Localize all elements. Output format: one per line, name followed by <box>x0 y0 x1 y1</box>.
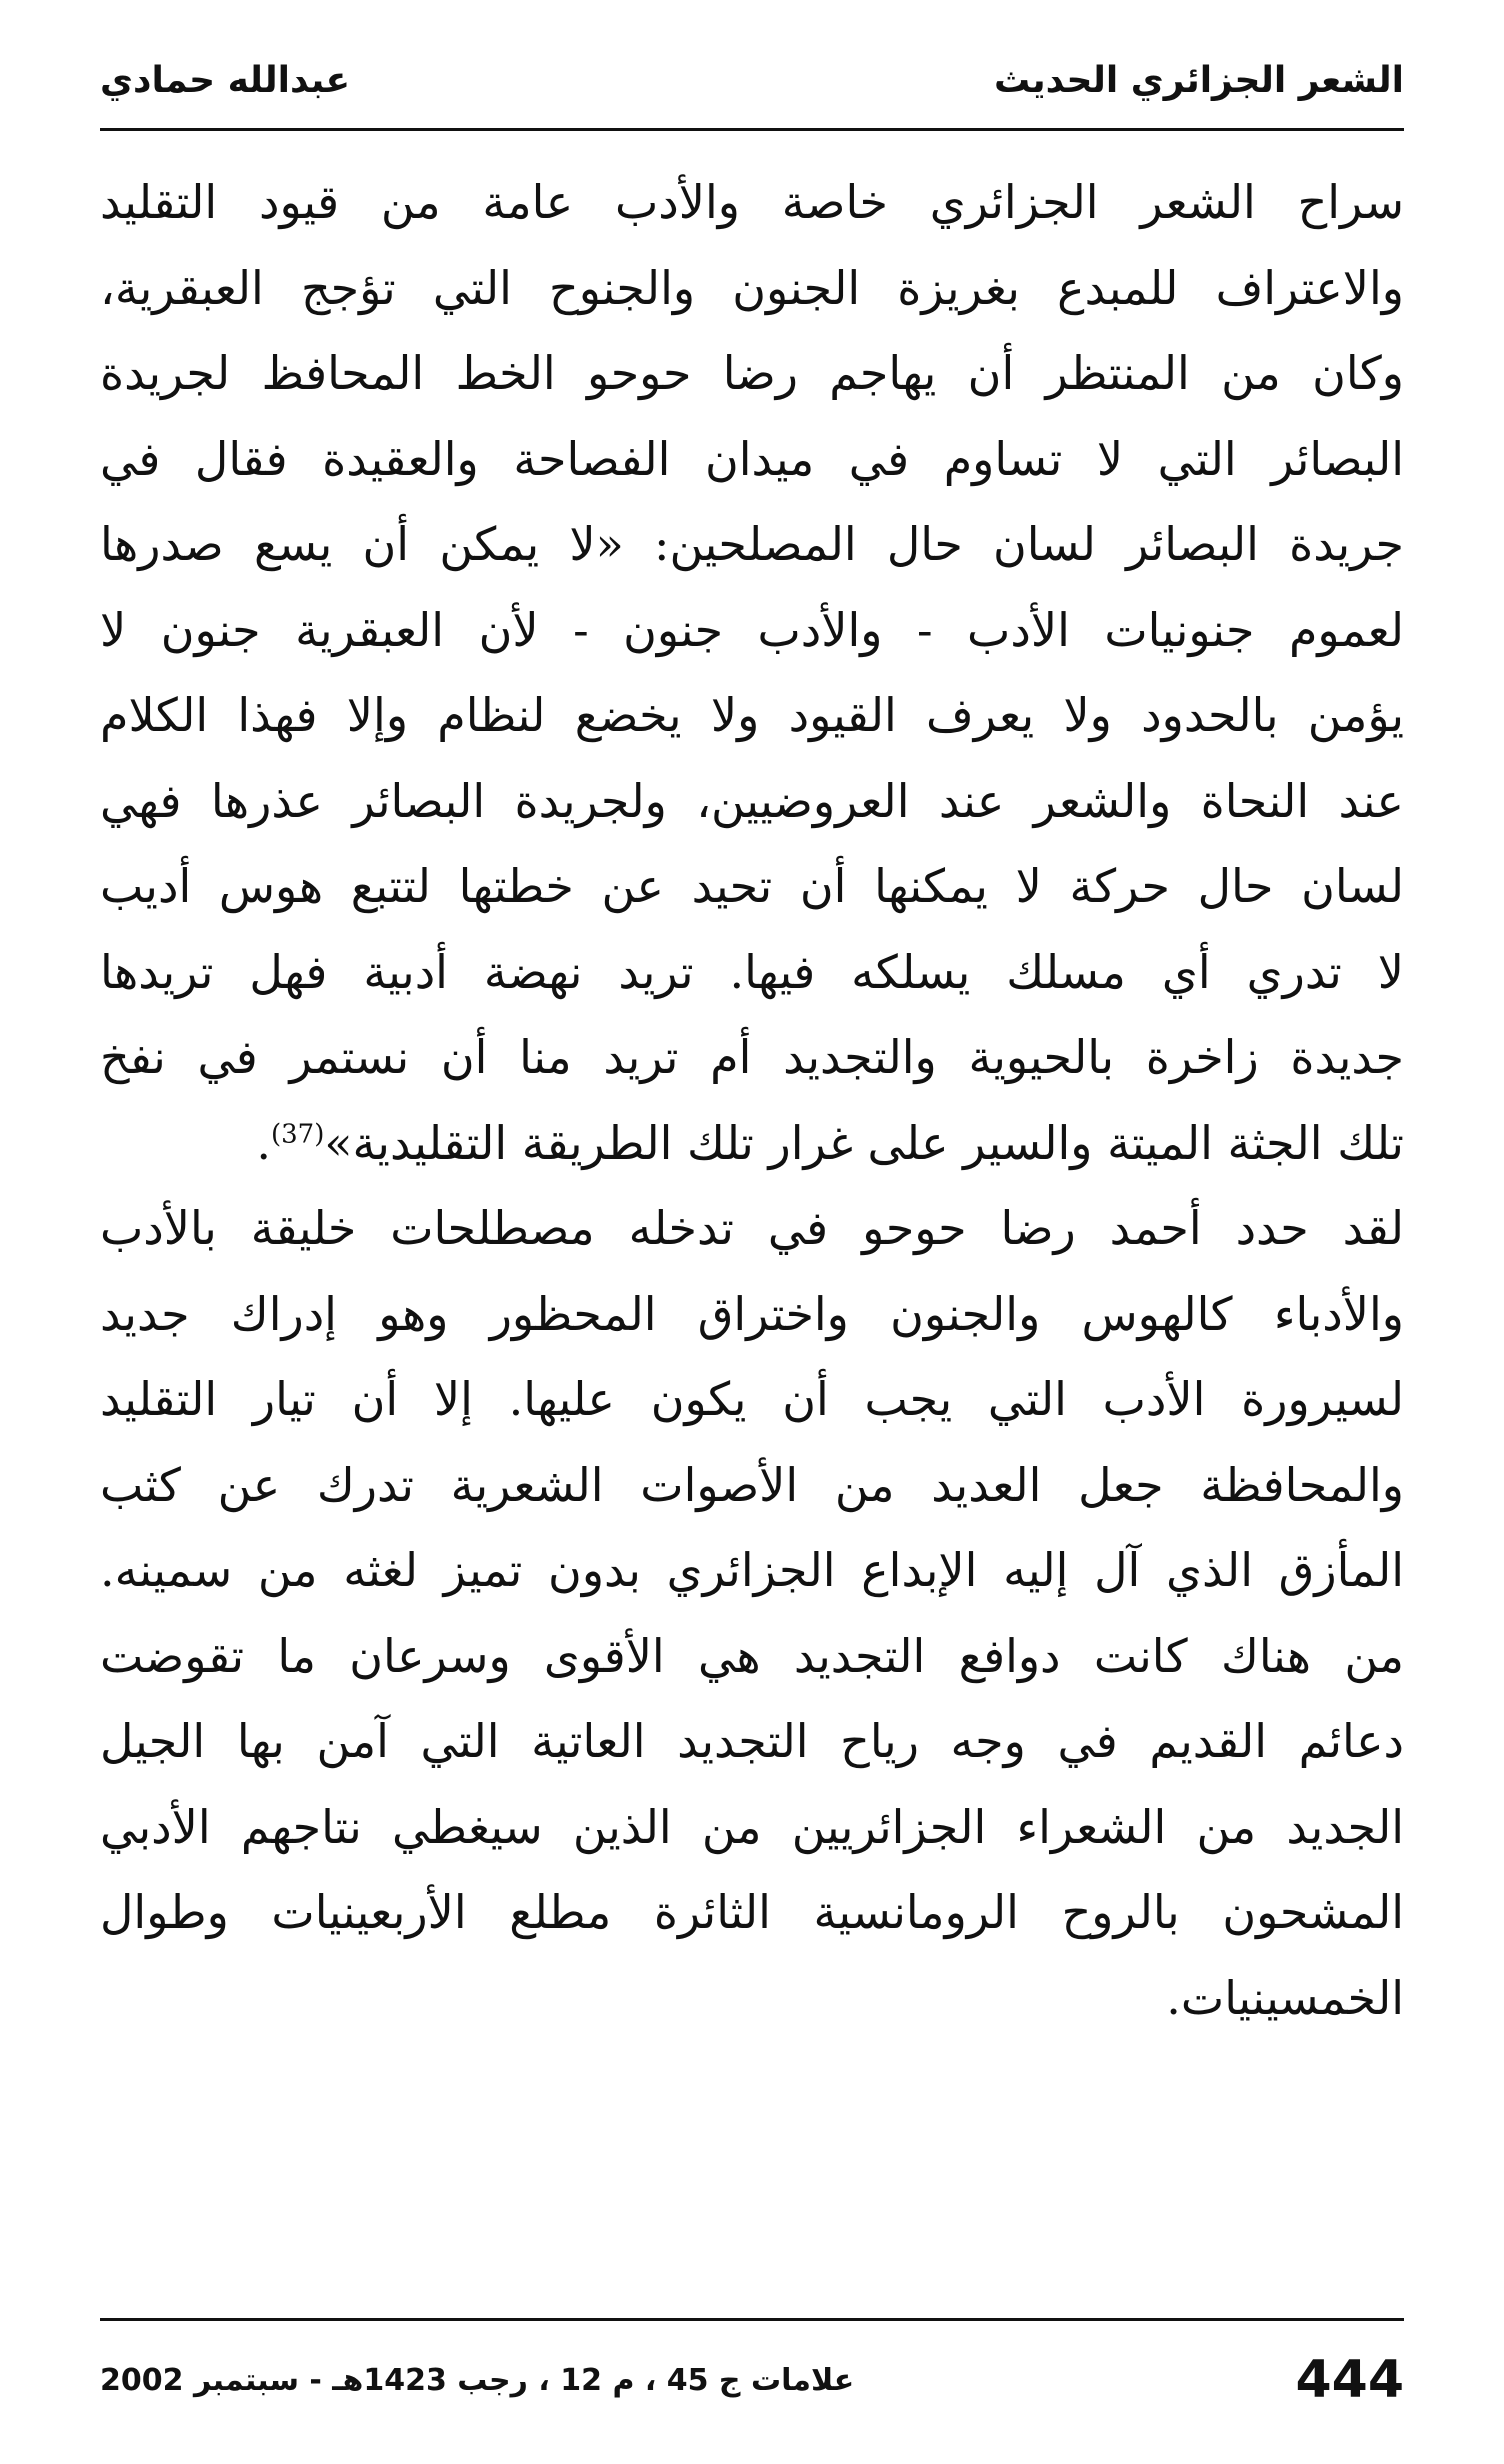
text-line: جريدة البصائر لسان حال المصلحين: «لا يمكن أن يسع صدرها <box>100 517 1404 571</box>
header-divider <box>100 128 1404 131</box>
text-line: والمحافظة جعل العديد من الأصوات الشعرية تدرك عن كثب <box>100 1457 1404 1512</box>
page-number: 444 <box>1295 2350 1404 2410</box>
text-line: الجديد من الشعراء الجزائريين من الذين سيغطي نتاجهم الأدبي <box>100 1799 1404 1854</box>
book-title: الشعر الجزائري الحديث <box>994 59 1404 101</box>
journal-citation: علامات ج 45 ، م 12 ، رجب 1423هـ - سبتمبر 2002 <box>100 2362 855 2398</box>
quote-end-text: تلك الجثة الميتة والسير على غرار تلك الطريقة التقليدية» <box>324 1115 1404 1170</box>
text-line: لسان حال حركة لا يمكنها أن تحيد عن خطتها لتتبع هوس أديب <box>100 859 1404 913</box>
page-header <box>100 40 1404 120</box>
text-line: البصائر التي لا تساوم في ميدان الفصاحة والعقيدة فقال في <box>100 431 1404 486</box>
text-line: الخمسينيات. <box>1166 1970 1404 2025</box>
text-line: دعائم القديم في وجه رياح التجديد العاتية التي آمن بها الجيل <box>100 1714 1404 1768</box>
text-line-with-footnote <box>100 1101 1404 1187</box>
text-line: والاعتراف للمبدع بغريزة الجنون والجنوح التي تؤجج العبقرية، <box>100 260 1404 315</box>
text-line: المشحون بالروح الرومانسية الثائرة مطلع الأربعينيات وطوال <box>100 1885 1404 1939</box>
text-line: المأزق الذي آل إليه الإبداع الجزائري بدون تميز لغثه من سمينه. <box>100 1543 1404 1597</box>
body-text <box>100 160 1404 2041</box>
text-line: عند النحاة والشعر عند العروضيين، ولجريدة البصائر عذرها فهي <box>100 773 1404 828</box>
text-line: يؤمن بالحدود ولا يعرف القيود ولا يخضع لنظام وإلا فهذا الكلام <box>100 688 1404 742</box>
text-line: لسيرورة الأدب التي يجب أن يكون عليها. إلا أن تيار التقليد <box>100 1372 1404 1426</box>
text-line: من هناك كانت دوافع التجديد هي الأقوى وسرعان ما تقوضت <box>100 1628 1404 1683</box>
text-line: لقد حدد أحمد رضا حوحو في تدخله مصطلحات خليقة بالأدب <box>100 1201 1404 1255</box>
page-footer <box>100 2335 1404 2425</box>
text-line: لعموم جنونيات الأدب - والأدب جنون - لأن العبقرية جنون لا <box>100 602 1404 657</box>
text-line: والأدباء كالهوس والجنون واختراق المحظور وهو إدراك جديد <box>100 1286 1404 1341</box>
text-line: وكان من المنتظر أن يهاجم رضا حوحو الخط المحافظ لجريدة <box>100 346 1404 400</box>
sentence-period: . <box>256 1115 271 1170</box>
author-name: عبدالله حمادي <box>100 59 351 101</box>
footer-divider <box>100 2318 1404 2321</box>
text-line: لا تدري أي مسلك يسلكه فيها. تريد نهضة أدبية فهل تريدها <box>100 944 1404 999</box>
footnote-reference: (37) <box>270 1119 325 1150</box>
text-line: سراح الشعر الجزائري خاصة والأدب عامة من قيود التقليد <box>100 175 1404 229</box>
text-line: جديدة زاخرة بالحيوية والتجديد أم تريد منا أن نستمر في نفخ <box>100 1030 1404 1084</box>
